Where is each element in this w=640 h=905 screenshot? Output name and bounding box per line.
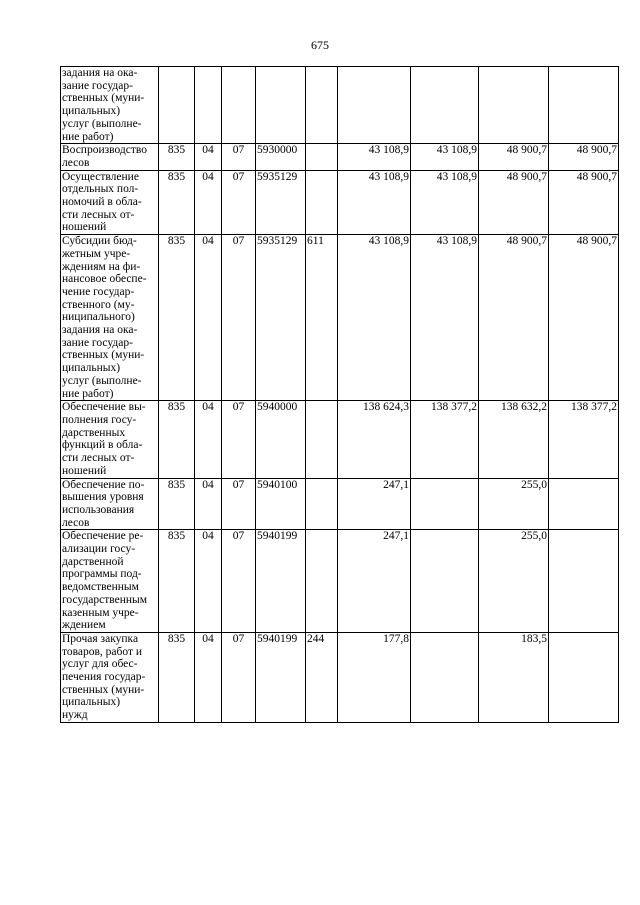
expense-type-cell: 611 xyxy=(306,235,338,401)
section-code-cell: 04 xyxy=(195,478,222,530)
table-row xyxy=(61,478,619,530)
ministry-code-cell: 835 xyxy=(159,478,195,530)
ministry-code-cell: 835 xyxy=(159,530,195,633)
amount-3-cell: 48 900,7 xyxy=(479,235,549,401)
target-article-cell: 5935129 xyxy=(256,235,306,401)
budget-table xyxy=(60,66,619,723)
row-name-cell: задания на ока- зание государ- ственных (муни- ципальных) услуг (выполне- ние работ) xyxy=(61,67,159,144)
section-code-cell: 04 xyxy=(195,170,222,235)
amount-4-cell: 48 900,7 xyxy=(549,144,619,170)
section-code-cell xyxy=(195,67,222,144)
table-row xyxy=(61,67,619,144)
amount-3-cell: 48 900,7 xyxy=(479,170,549,235)
amount-2-cell xyxy=(411,530,479,633)
expense-type-cell: 244 xyxy=(306,632,338,722)
amount-3-cell: 48 900,7 xyxy=(479,144,549,170)
table-row xyxy=(61,530,619,633)
amount-1-cell: 138 624,3 xyxy=(338,401,411,478)
subsection-code-cell: 07 xyxy=(222,401,256,478)
target-article-cell: 5940199 xyxy=(256,632,306,722)
section-code-cell: 04 xyxy=(195,235,222,401)
target-article-cell: 5935129 xyxy=(256,170,306,235)
target-article-cell: 5930000 xyxy=(256,144,306,170)
amount-3-cell: 138 632,2 xyxy=(479,401,549,478)
expense-type-cell xyxy=(306,170,338,235)
subsection-code-cell: 07 xyxy=(222,235,256,401)
section-code-cell: 04 xyxy=(195,530,222,633)
ministry-code-cell: 835 xyxy=(159,170,195,235)
amount-1-cell xyxy=(338,67,411,144)
section-code-cell: 04 xyxy=(195,144,222,170)
table-row xyxy=(61,235,619,401)
amount-1-cell: 43 108,9 xyxy=(338,235,411,401)
amount-4-cell xyxy=(549,478,619,530)
amount-1-cell: 177,8 xyxy=(338,632,411,722)
table-body xyxy=(61,67,619,723)
amount-4-cell: 48 900,7 xyxy=(549,235,619,401)
target-article-cell: 5940000 xyxy=(256,401,306,478)
ministry-code-cell: 835 xyxy=(159,401,195,478)
ministry-code-cell xyxy=(159,67,195,144)
subsection-code-cell: 07 xyxy=(222,144,256,170)
row-name-cell: Субсидии бюд- жетным учре- ждениям на фи- нансовое обеспе- чение государ- ственного (му- ниципального) задания на ока- зание государ- ственных (муни- ципальных) услуг (выполне- ние работ) xyxy=(61,235,159,401)
expense-type-cell xyxy=(306,144,338,170)
amount-3-cell: 255,0 xyxy=(479,478,549,530)
amount-3-cell: 255,0 xyxy=(479,530,549,633)
amount-4-cell xyxy=(549,67,619,144)
target-article-cell xyxy=(256,67,306,144)
amount-1-cell: 43 108,9 xyxy=(338,170,411,235)
subsection-code-cell: 07 xyxy=(222,530,256,633)
ministry-code-cell: 835 xyxy=(159,632,195,722)
table-row xyxy=(61,144,619,170)
subsection-code-cell xyxy=(222,67,256,144)
expense-type-cell xyxy=(306,530,338,633)
amount-2-cell xyxy=(411,478,479,530)
row-name-cell: Обеспечение ре- ализации госу- дарственной программы под- ведомственным государственным казенным учре- ждением xyxy=(61,530,159,633)
amount-3-cell: 183,5 xyxy=(479,632,549,722)
table-row xyxy=(61,632,619,722)
table-row xyxy=(61,401,619,478)
amount-4-cell xyxy=(549,632,619,722)
amount-2-cell xyxy=(411,632,479,722)
amount-4-cell: 48 900,7 xyxy=(549,170,619,235)
expense-type-cell xyxy=(306,67,338,144)
ministry-code-cell: 835 xyxy=(159,235,195,401)
amount-4-cell xyxy=(549,530,619,633)
amount-2-cell: 43 108,9 xyxy=(411,144,479,170)
expense-type-cell xyxy=(306,401,338,478)
row-name-cell: Обеспечение вы- полнения госу- дарственных функций в обла- сти лесных от- ношений xyxy=(61,401,159,478)
subsection-code-cell: 07 xyxy=(222,478,256,530)
section-code-cell: 04 xyxy=(195,401,222,478)
amount-1-cell: 247,1 xyxy=(338,530,411,633)
amount-4-cell: 138 377,2 xyxy=(549,401,619,478)
amount-2-cell: 43 108,9 xyxy=(411,170,479,235)
subsection-code-cell: 07 xyxy=(222,170,256,235)
row-name-cell: Осуществление отдельных пол- номочий в обла- сти лесных от- ношений xyxy=(61,170,159,235)
row-name-cell: Обеспечение по- вышения уровня использования лесов xyxy=(61,478,159,530)
row-name-cell: Прочая закупка товаров, работ и услуг для обес- печения государ- ственных (муни- ципальных) нужд xyxy=(61,632,159,722)
row-name-cell: Воспроизводство лесов xyxy=(61,144,159,170)
subsection-code-cell: 07 xyxy=(222,632,256,722)
target-article-cell: 5940100 xyxy=(256,478,306,530)
amount-2-cell: 43 108,9 xyxy=(411,235,479,401)
amount-1-cell: 43 108,9 xyxy=(338,144,411,170)
expense-type-cell xyxy=(306,478,338,530)
section-code-cell: 04 xyxy=(195,632,222,722)
ministry-code-cell: 835 xyxy=(159,144,195,170)
page-number: 675 xyxy=(311,38,329,52)
amount-2-cell: 138 377,2 xyxy=(411,401,479,478)
target-article-cell: 5940199 xyxy=(256,530,306,633)
amount-1-cell: 247,1 xyxy=(338,478,411,530)
amount-2-cell xyxy=(411,67,479,144)
table-row xyxy=(61,170,619,235)
amount-3-cell xyxy=(479,67,549,144)
